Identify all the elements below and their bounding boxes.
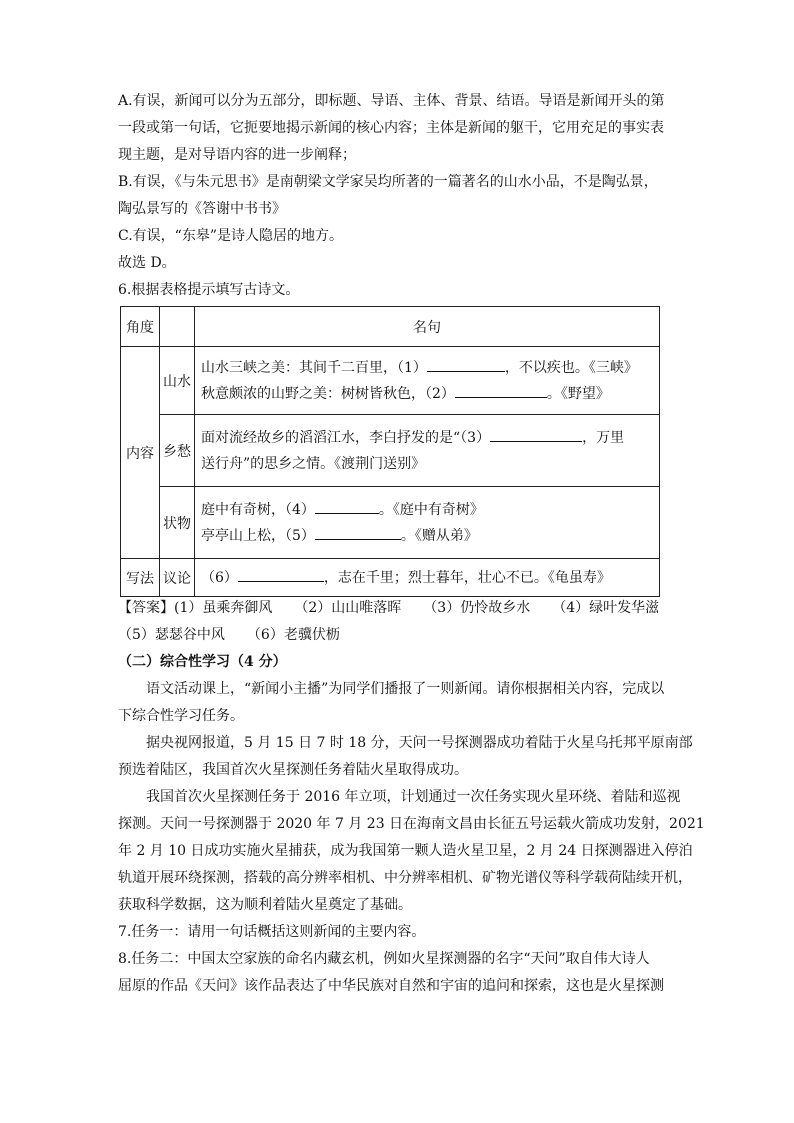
para-c: C.有误，“东皋”是诗人隐居的地方。 (118, 228, 343, 244)
header-empty (160, 307, 195, 347)
row-label-yilun: 议论 (160, 559, 195, 597)
table-header-row (121, 307, 660, 347)
para-b-line-2: 陶弘景写的《答谢中书书》 (118, 201, 286, 217)
header-angle: 角度 (121, 307, 160, 347)
answer-2: （2）山山唯落晖 (294, 600, 402, 616)
zhuangwu-line1-b: 。《庭中有奇树》 (378, 501, 484, 518)
shanshui-line2-b: 。《野望》 (546, 385, 610, 402)
conclusion: 故选 D。 (118, 255, 176, 271)
answer-line-1 (118, 595, 678, 622)
news2-line-1: 我国首次火星探测任务于 2016 年立项，计划通过一次任务实现火星环绕、着陆和巡视 (146, 789, 681, 805)
question-8-line-2: 屈原的作品《天问》该作品表达了中华民族对自然和宇宙的追问和探索，这也是火星探测 (118, 978, 664, 994)
answer-5: （5）瑟瑟谷中风 (118, 627, 225, 643)
yilun-line1-b: ，志在千里；烈士暮年，壮心不已。《龟虽寿》 (323, 569, 611, 586)
answer-tag: 【答案】 (118, 600, 174, 616)
news1-line-2: 预选着陆区，我国首次火星探测任务着陆火星取得成功。 (118, 762, 468, 778)
blank-5[interactable] (315, 525, 401, 540)
question-8-line-1: 8.任务二：中国太空家族的命名内藏玄机，例如火星探测器的名字“天问”取自伟大诗人 (118, 951, 650, 967)
row-label-xiangchou: 乡愁 (160, 415, 195, 487)
table-row-shanshui (121, 347, 660, 415)
quote-cell-shanshui (195, 347, 660, 415)
shanshui-line1-a: 山水三峡之美：其间千二百里，（1） (201, 359, 427, 376)
answer-line-2 (118, 622, 678, 649)
question-7: 7.任务一：请用一句话概括这则新闻的主要内容。 (118, 924, 426, 940)
shanshui-line2-a: 秋意颇浓的山野之美：树树皆秋色，（2） (201, 385, 455, 402)
quote-cell-xiangchou (195, 415, 660, 487)
question-6-title: 6.根据表格提示填写古诗文。 (118, 282, 300, 298)
writing-label: 写法 (121, 559, 160, 597)
blank-2[interactable] (455, 383, 547, 398)
table-row-yilun (121, 559, 660, 597)
content-label: 内容 (121, 347, 160, 559)
quote-cell-yilun (195, 559, 660, 597)
shanshui-line1-b: ，不以疾也。《三峡》 (504, 359, 638, 376)
para-a-line-2: 一段或第一句话，它扼要地揭示新闻的核心内容；主体是新闻的躯干，它用充足的事实表 (118, 120, 664, 136)
answer-4: （4）绿叶发华滋 (552, 600, 660, 616)
poetry-table (120, 306, 660, 597)
yilun-line1-a: （6） (201, 569, 238, 586)
blank-1[interactable] (427, 357, 505, 372)
header-quote: 名句 (195, 307, 660, 347)
news2-line-3: 年 2 月 10 日成功实施火星捕获，成为我国第一颗人造火星卫星，2 月 24 日探测器进入停泊 (118, 843, 693, 859)
quote-cell-zhuangwu (195, 487, 660, 559)
intro-line-2: 下综合性学习任务。 (118, 708, 244, 724)
news1-line-1: 据央视网报道，5 月 15 日 7 时 18 分，天问一号探测器成功着陆于火星乌托邦平原南部 (146, 735, 693, 751)
intro-line-1: 语文活动课上，“新闻小主播”为同学们播报了一则新闻。请你根据相关内容，完成以 (146, 681, 665, 697)
section-title: （二）综合性学习（4 分） (118, 654, 287, 670)
row-label-zhuangwu: 状物 (160, 487, 195, 559)
xiangchou-line2: 送行舟”的思乡之情。《渡荆门送别》 (201, 455, 426, 472)
xiangchou-line1-a: 面对流经故乡的滔滔江水，李白抒发的是“（3） (201, 429, 491, 446)
xiangchou-line1-b: ，万里 (582, 429, 625, 446)
blank-4[interactable] (315, 499, 379, 514)
para-a-line-3: 现主题，是对导语内容的进一步阐释； (118, 147, 356, 163)
table-row-zhuangwu (121, 487, 660, 559)
answer-3: （3）仍怜故乡水 (423, 600, 531, 616)
para-a-line-1: A.有误，新闻可以分为五部分，即标题、导语、主体、背景、结语。导语是新闻开头的第 (118, 93, 665, 109)
news2-line-2: 探测。天问一号探测器于 2020 年 7 月 23 日在海南文昌由长征五号运载火箭成功发射，2021 (118, 816, 705, 832)
row-label-shanshui: 山水 (160, 347, 195, 415)
document-page (118, 88, 705, 1000)
table-row-xiangchou (121, 415, 660, 487)
news2-line-5: 获取科学数据，这为顺利着陆火星奠定了基础。 (118, 897, 412, 913)
zhuangwu-line2-a: 亭亭山上松，（5） (201, 527, 315, 544)
blank-6[interactable] (238, 567, 324, 582)
answer-1: (1）虽乘奔御风 (174, 600, 273, 616)
zhuangwu-line2-b: 。《赠从弟》 (400, 527, 478, 544)
answer-6: （6）老骥伏枥 (246, 627, 340, 643)
zhuangwu-line1-a: 庭中有奇树，（4） (201, 501, 315, 518)
blank-3[interactable] (490, 427, 582, 442)
para-b-line-1: B.有误，《与朱元思书》是南朝梁文学家吴均所著的一篇著名的山水小品，不是陶弘景， (118, 174, 658, 190)
news2-line-4: 轨道开展环绕探测，搭载的高分辨率相机、中分辨率相机、矿物光谱仪等科学载荷陆续开机， (118, 870, 692, 886)
